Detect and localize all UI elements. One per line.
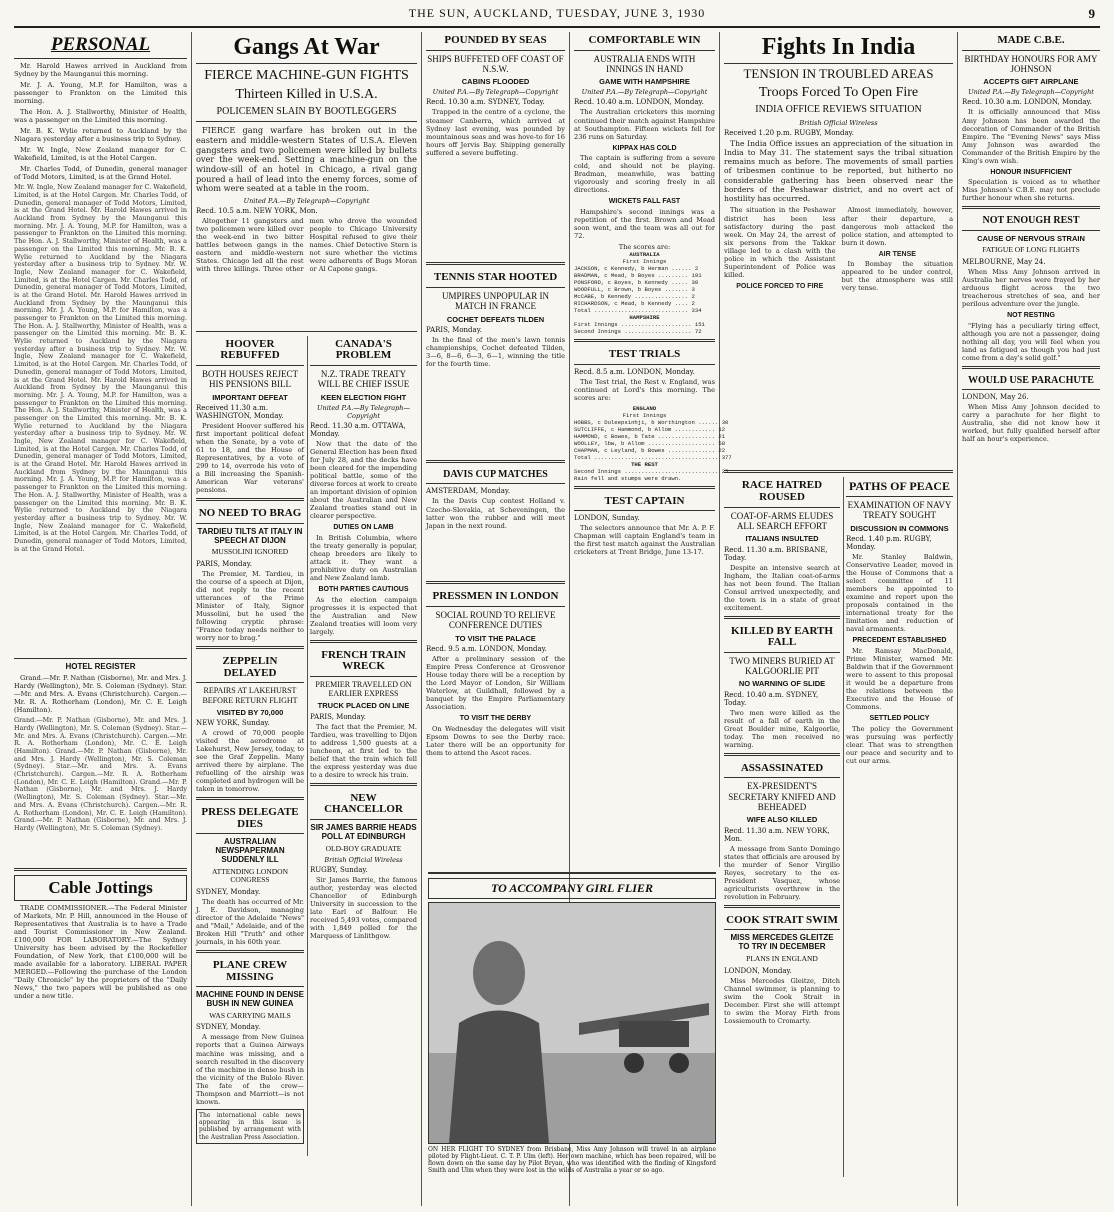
press-delegate-body-paragraph: The death has occurred of Mr. J. E. Davidson, managing director of the Adelaide "News" and "Mail," Adelaide, and of the Broken Hill "Truth" and other journals, in his 60th year. [196,897,304,947]
paths-peace-body3-paragraph: The policy the Government was pursuing was perfectly clear. That was to strengthen our peace and security and to cut our arms. [846,724,953,766]
fights-byline: British Official Wireless [799,118,878,127]
test-captain-body-paragraph: The selectors announce that Mr. A. P. F. Chapman will captain England's team in the first test match against the Australian cricketers at Trent Bridge, June 13-17. [574,524,715,557]
seas-body-paragraph: Trapped in the centre of a cyclone, the steamer Canberra, which arrived at Sydney last evening, was pounded by mountainous seas and was hove-to for 16 hours off Jervis Bay. Shipping generally suffered a severe buffeting. [426,108,565,157]
cook-strait-dateline: LONDON, Monday. [724,966,792,975]
score-line: SUTCLIFFE, c Hammond, b Allom ............ 12 [574,425,726,433]
canada-body [310,440,417,520]
score-line: First Innings ..................... 151 [574,321,705,329]
plane-crew-subheading: MACHINE FOUND IN DENSE BUSH IN NEW GUINEA [196,990,305,1009]
cook-strait-body-paragraph: Miss Mercedes Gleitze, Ditch Channel swimmer, is planning to swim the Cook Strait in December. First she will attempt to swim the Moray Firth from Lossiemouth to Cromarty. [724,976,840,1025]
fights-body [724,139,953,204]
canada-body2 [310,534,417,582]
hotel-register-paragraph: Grand.—Mr. P. Nathan (Gisborne), Mr. and Mrs. J. Hardy (Wellington), Mr. S. Coleman (Sydney). Star.—Mr. and Mrs. A. Evans (Christchurch). Cargen.—Mr. R. A. Rotherham (London), Mr. C. E. Leigh (Hamilton). [14,674,187,715]
race-hatred-body [724,564,840,612]
french-train-body-paragraph: The fact that the Premier, M. Tardieu, was travelling to Dijon to address 1,500 guests at a luncheon, at first led to the belief that the train which fell the express yesterday was due to a desire to wreck his train. [310,722,417,779]
cbe-body2-paragraph: Speculation is voiced as to whether Miss Johnson's C.B.E. may not preclude further honour when she returns. [962,178,1100,203]
paths-peace-sub: PRECEDENT ESTABLISHED [852,637,947,645]
paths-peace-body-paragraph: Mr. Stanley Baldwin, Conservative Leader, moved in the House of Commons that a select committee of 11 members be appointed to examine and report upon the proposals contained in the international treaty for the limitation and reduction of naval armaments. [846,553,953,634]
assassinated-body [724,845,840,901]
cable-jottings-heading: Cable Jottings [14,875,187,901]
personal-body [14,62,187,181]
comfortable-body3 [574,208,715,240]
race-hatred-heading: RACE HATRED ROUSED [724,477,840,507]
score-line: WOOLLEY, lbw, b Allom .................... 58 [574,439,726,447]
gangs-deck1: Thirteen Killed in U.S.A. [235,86,378,102]
chancellor-body-paragraph: Sir James Barrie, the famous author, yesterday was elected Chancellor of Edinburgh University in succession to the late Earl of Balfour. He received 5,493 votes, compared with 1,849 polled for the Marquess of Linlithgow. [310,876,417,941]
earth-fall-body [724,709,840,749]
comfortable-body2 [574,154,715,194]
seas-heading: POUNDED BY SEAS [426,32,565,51]
gangs-body-paragraph: Altogether 11 gangsters and two policemen were killed over the week-end in two bitter battles between gangs in the eastern and middle-western States. Chicago led all the rest with three killings. Three other men who drove the wounded people to Chicago University Hospital refused to give their names. Chief Detective Stern is not sure whether the victims were adherents of Bugs Moran or Al Capone gangs. [196,216,417,274]
pressmen-body2-paragraph: On Wednesday the delegates will visit Epsom Downs to see the Derby race. Later there will be an opportunity for them to attend the Ascot races. [426,724,565,757]
chancellor-dateline: RUGBY, Sunday. [310,866,368,875]
column-gangs [192,32,422,1206]
seas-subheading: SHIPS BUFFETED OFF COAST OF N.S.W. [427,53,564,74]
seas-byline: United P.A.—By Telegraph—Copyright [432,88,559,97]
tennis-deck: COCHET DEFEATS TILDEN [446,314,545,324]
no-need-body-paragraph: The Premier, M. Tardieu, in the course of a speech at Dijon, did not reply to the recent utterances of the Prime Minister of Italy, Signor Mussolini, but he used the following cryptic phrase: "France today needs neither to worry nor to brag." [196,569,304,643]
plane-crew-dateline: SYDNEY, Monday. [196,1023,261,1032]
zeppelin-subheading: REPAIRS AT LAKEHURST BEFORE RETURN FLIGHT [202,686,298,705]
race-hatred-dateline: Recd. 11.30 a.m. BRISBANE, Today. [724,545,828,562]
canada-subheading: N.Z. TRADE TREATY WILL BE CHIEF ISSUE [317,368,410,390]
personal-item: Mr. J. A. Young, M.P. for Hamilton, was a passenger to Frankton on the Limited this morning. [14,81,187,106]
chancellor-deck: OLD-BOY GRADUATE [325,843,402,853]
davis-dateline: AMSTERDAM, Monday. [426,487,511,496]
parachute-body-paragraph: When Miss Amy Johnson decided to carry a parachute for her flight to Australia, she did not know how it worked, but fully qualified herself after half an hour's experience. [962,403,1100,444]
gangs-heading: Gangs At War [196,32,417,64]
not-enough-body-paragraph: When Miss Amy Johnson arrived in Australia her nerves were frayed by her arduous flight across the two treacherous stretches of sea, and her perilous adventure over the jungle. [962,267,1100,308]
zeppelin-deck: VISITED BY 70,000 [216,707,284,717]
cable-jottings-paragraph: TRADE COMMISSIONER.—The Federal Minister of Markets, Mr. P. Hill, announced in the House of Representatives that Australia is to have a Trade and Tourist Commissioner in New Zealand. £100,000 FOR LABORATORY.—The Sydney University has been advised by the Rockefeller Foundation, of New York, that £100,000 will be made available for a laboratory. LIBERAL PAPER MERGED.—Following the purchase of the London "Daily Chronicle" by the proprietors of the "Daily News," the two papers will be published as one under a new title. [14,903,187,1001]
fights-body2-paragraph: Almost immediately, however, after their departure, a dangerous mob attacked the police station, and attempted to burn it down. [841,206,953,247]
fights-subheading: TENSION IN TROUBLED AREAS [743,66,934,82]
comfortable-dateline: Recd. 10.40 a.m. LONDON, Monday. [574,98,704,107]
gangs-deck2: POLICEMEN SLAIN BY BOOTLEGGERS [216,105,397,117]
gangs-body [196,217,417,327]
score-line: Rain fell and stumps were drawn. [574,474,682,482]
press-delegate-dateline: SYDNEY, Monday. [196,887,261,896]
test-trials-body-paragraph: The Test trial, the Rest v. England, was continued at Lord's this morning. The scores are: [574,377,715,402]
scores-heading: The scores are: [618,243,671,252]
page-number: 9 [1088,6,1096,21]
pressmen-dateline: Recd. 9.5 a.m. LONDON, Monday. [426,644,547,653]
airplane-wheel [669,1053,689,1073]
fights-body3-paragraph: In Bombay the situation appeared to be under control, but the atmosphere was still very tense. [841,260,953,293]
tennis-dateline: PARIS, Monday. [426,325,482,334]
chancellor-subheading: SIR JAMES BARRIE HEADS POLL AT EDINBURGH [310,822,417,841]
test-captain-body [574,524,715,556]
photo-illustration [429,903,715,1143]
paths-peace-body3 [846,725,953,765]
french-train-body [310,723,417,779]
canada-body3 [310,596,417,636]
cook-strait-deck: PLANS IN ENGLAND [746,954,818,964]
hoover-body [196,422,304,494]
davis-heading: DAVIS CUP MATCHES [426,467,565,485]
gangs-subheading: FIERCE MACHINE-GUN FIGHTS [204,68,409,84]
not-enough-dateline: MELBOURNE, May 24. [962,257,1046,266]
canada-dateline: Recd. 11.30 a.m. OTTAWA, Monday. [310,421,406,438]
paths-peace-body2-paragraph: Mr. Ramsay MacDonald, Prime Minister, warned Mr. Baldwin that if the Government were to assent to this proposal it would be a departure from the relations between the Executive and the House of Commons. [846,647,953,712]
plane-crew-body-paragraph: A message from New Guinea reports that a Guinea Airways machine was missing, and a search resulted in the discovery of the machine in dense bush in the vicinity of the Bulolo River. The fate of the crew—Thompson and Marriott—is not known. [196,1033,304,1106]
hoover-heading: HOOVER REBUFFED [196,336,304,366]
pressmen-heading: PRESSMEN IN LONDON [426,588,565,607]
zeppelin-heading: ZEPPELIN DELAYED [196,653,304,683]
cbe-byline: United P.A.—By Telegraph—Copyright [968,88,1094,97]
paths-peace-dateline: Recd. 1.40 p.m. RUGBY, Monday. [846,535,932,551]
girl-flier-heading: TO ACCOMPANY GIRL FLIER [428,878,716,899]
assassinated-deck: WIFE ALSO KILLED [746,815,818,825]
fights-heading: Fights In India [724,32,953,64]
girl-flier-photo [428,902,716,1144]
cbe-sub: HONOUR INSUFFICIENT [990,168,1072,176]
race-hatred-deck: ITALIANS INSULTED [745,534,819,544]
pressmen-body2 [426,725,565,757]
masthead-title: THE SUN, AUCKLAND, TUESDAY, JUNE 3, 1930 [408,6,706,20]
press-delegate-deck: ATTENDING LONDON CONGRESS [211,866,289,885]
portrait-head [473,941,525,1005]
cbe-subheading: BIRTHDAY HONOURS FOR AMY JOHNSON [964,53,1098,74]
comfortable-heading: COMFORTABLE WIN [574,32,715,51]
seas-dateline: Recd. 10.30 a.m. SYDNEY, Today. [426,98,545,107]
earth-fall-body-paragraph: Two men were killed as the result of a fall of earth in the Great Boulder mine, Kalgoorlie, today. The men received no warning. [724,708,840,749]
cbe-body [962,108,1100,164]
score-line: WOODFULL, c Brown, b Boyes ....... 3 [574,286,695,294]
score-line: PONSFORD, c Boyes, b Kennedy ..... 30 [574,279,699,287]
zeppelin-body [196,729,304,793]
fights-sub2: AIR TENSE [878,250,916,258]
personal-item: Mr. B. K. Wylie returned to Auckland by the Niagara yesterday after a business trip to Sydney. [14,127,187,144]
comfortable-subheading: AUSTRALIA ENDS WITH INNINGS IN HAND [593,53,696,74]
comfortable-byline: United P.A.—By Telegraph—Copyright [581,88,708,97]
gangs-lead-paragraph: FIERCE gang warfare has broken out in the eastern and middle-western States of U.S.A. Eleven gangsters and two policemen were killed by bullets over the week-end. Setting a machine-gun on the window-sill of an hotel in Chicago, a rival gang poured a hail of lead into the enemy forces, some of whom were seated at a table in the room. [196,125,417,194]
score-line: Total ..................................... 377 [574,453,732,461]
assassinated-body-paragraph: A message from Santo Domingo states that officials are aroused by the murder of Senor Virgilio Reyes, secretary to the ex-President Vasquez, whose agriculturists overthrew in the revolution in February. [724,844,840,901]
canada-body3-paragraph: As the election campaign progresses it is expected that the Australian and New Zealand treaties will loom very largely. [310,595,417,636]
not-enough-body2-paragraph: "Flying has a peculiarly tiring effect, although you are not a passenger, doing nothing all day, you will feel when you land as fatigued as though you had just come from a day's solid golf." [962,321,1100,362]
hotel-register-text: Grand.—Mr. P. Nathan (Gisborne), Mr. and Mrs. J. Hardy (Wellington), Mr. S. Coleman (Sydney). Star.—Mr. and Mrs. A. Evans (Christchurch). Cargen.—Mr. R. A. Rotherham (London), Mr. C. E. Leigh (Hamilton). Grand.—Mr. P. Nathan (Gisborne), Mr. and Mrs. J. Hardy (Wellington), Mr. S. Coleman (Sydney). Star.—Mr. and Mrs. A. Evans (Christchurch). Cargen.—Mr. R. A. Rotherham (London), Mr. C. E. Leigh (Hamilton). Grand.—Mr. P. Nathan (Gisborne), Mr. and Mrs. J. Hardy (Wellington), Mr. S. Coleman (Sydney). Star.—Mr. and Mrs. A. Evans (Christchurch). Cargen.—Mr. R. A. Rotherham (London), Mr. C. E. Leigh (Hamilton). Grand.—Mr. P. Nathan (Gisborne), Mr. and Mrs. J. Hardy (Wellington), Mr. S. Coleman (Sydney). Star.—Mr. and Mrs. A. Evans (Christchurch). Cargen.—Mr. R. A. Rotherham (London), Mr. C. E. Leigh (Hamilton). Grand.—Mr. P. Nathan (Gisborne), Mr. and Mrs. J. Hardy (Wellington), Mr. S. Coleman (Sydney). [14,674,187,832]
score-line: AUSTRALIA [629,251,660,259]
no-need-dateline: PARIS, Monday. [196,559,252,568]
comfortable-deck: GAME WITH HAMPSHIRE [599,77,690,87]
gangs-dateline: Recd. 10.5 a.m. NEW YORK, Mon. [196,206,318,215]
fights-sub: POLICE FORCED TO FIRE [736,282,824,290]
race-hatred-subheading: COAT-OF-ARMS ELUDES ALL SEARCH EFFORT [730,510,834,531]
test-trials-dateline: Recd. 8.5 a.m. LONDON, Monday. [574,367,695,376]
score-line: Second Innings .................... 72 [574,328,702,336]
canada-sub: DUTIES ON LAMB [333,524,394,532]
seas-body [426,108,565,258]
personal-heading: PERSONAL [14,32,187,59]
score-line: RICHARDSON, c Mead, b Kennedy .... 2 [574,300,695,308]
score-line: CHAPMAN, c Leyland, b Bowes .............. 22 [574,446,726,454]
fights-body-paragraph: The India Office issues an appreciation of the situation in India to May 31. The statement says the tribal situation remains much as before. The movements of small parties of tribesmen continue to be reported, but hitherto no considerable gathering has been observed near the borders of the Peshawar district, and no overt act of hostility has occurred. [724,138,953,204]
cbe-dateline: Recd. 10.30 a.m. LONDON, Monday. [962,98,1092,107]
fights-deck2: INDIA OFFICE REVIEWS SITUATION [755,104,922,116]
race-hatred-body-paragraph: Despite an intensive search at Ingham, the Italian coat-of-arms has not been found. The Italian Consul arrived unexpectedly, and the town is in a state of great excitement. [724,563,840,612]
parachute-body [962,403,1100,443]
french-train-deck: TRUCK PLACED ON LINE [317,701,410,711]
cbe-body-paragraph: It is officially announced that Miss Amy Johnson has been awarded the decoration of Commander of the British Empire. The "Evening News" says Miss Amy Johnson was awarded the Commander of the British Empire by the King's own wish. [962,108,1100,165]
fights-deck1: Troops Forced To Open Fire [758,85,919,101]
zeppelin-body-paragraph: A crowd of 70,000 people visited the aerodrome at Lakehurst, New Jersey, today, to see the Graf Zeppelin. Many arrived there by airplane. The refuelling of the airship was completed and hydrogen will be taken in tomorrow. [196,728,304,794]
hoover-body-paragraph: President Hoover suffered his first important political defeat when the Senate, by a vote of 61 to 18, and the House of Representatives, by a vote of 299 to 14, overrode his veto of a Bill increasing the Spanish-American War veterans' pensions. [196,421,304,495]
masthead [14,6,1100,28]
not-enough-sub: NOT RESTING [1007,312,1055,320]
score-line: HAMMOND, c Bowes, b Tate ................. 21 [574,432,726,440]
assassinated-subheading: EX-PRESIDENT'S SECRETARY KNIFED AND BEHEADED [728,781,836,813]
fights-body-b-paragraph: The situation in the Peshawar district has been less satisfactory during the past week. On May 24, the arrest of six persons from the Takkar village led to a clash with the police in which the Assistant Superintendent of Police was killed. [724,206,836,279]
cbe-deck: ACCEPTS GIFT AIRPLANE [983,77,1079,87]
press-delegate-heading: PRESS DELEGATE DIES [196,804,304,834]
paths-peace-body [846,553,953,633]
hoover-dateline: Received 11.30 a.m. WASHINGTON, Monday. [196,403,284,420]
cook-strait-body [724,977,840,1025]
paths-peace-subheading: EXAMINATION OF NAVY TREATY SOUGHT [847,500,952,521]
zeppelin-dateline: NEW YORK, Sunday. [196,718,270,727]
no-need-heading: NO NEED TO BRAG [196,505,304,524]
press-delegate-body [196,898,304,946]
column-india [720,32,958,1206]
french-train-subheading: PREMIER TRAVELLED ON EARLIER EXPRESS [315,680,412,699]
score-line: THE REST [631,460,658,468]
not-enough-subheading: CAUSE OF NERVOUS STRAIN [977,233,1085,243]
gangs-byline: United P.A.—By Telegraph—Copyright [243,196,370,205]
assassinated-heading: ASSASSINATED [724,760,840,779]
no-need-body [196,570,304,642]
pressmen-body [426,655,565,711]
australia-scores [574,251,715,335]
assassinated-dateline: Recd. 11.30 a.m. NEW YORK, Mon. [724,826,830,843]
comfortable-body-paragraph: The Australian cricketers this morning continued their match against Hampshire at Southampton. Fifteen wickets fell for 236 runs on Saturday. [574,108,715,141]
test-captain-dateline: LONDON, Sunday. [574,514,640,523]
column-cricket [570,32,732,867]
pressmen-deck: TO VISIT THE PALACE [455,633,536,643]
paths-peace-body2 [846,647,953,711]
parachute-dateline: LONDON, May 26. [962,393,1029,402]
fights-columns [724,206,953,466]
not-enough-body2 [962,322,1100,362]
paths-peace-sub2: SETTLED POLICY [869,715,930,723]
not-enough-heading: NOT ENOUGH REST [962,213,1100,231]
tennis-body-paragraph: In the final of the men's lawn tennis championships, Cochet defeated Tilden, 3—6, 8—6, 6—3, 6—1, winning the title for the fourth time. [426,335,565,369]
canada-body-paragraph: Now that the date of the General Election has been fixed for July 28, and the decks have been cleared for the impending political battle, some of the diverse forces at work to create an important division of opinion about the Australian and New Zealand treaties stand out in clearer perspective. [310,439,417,521]
davis-body-paragraph: In the Davis Cup contest Holland v. Czecho-Slovakia, at Scheveningen, the latter won the rubber and will meet Japan in the next round. [426,497,565,530]
test-trials-scores [574,404,732,482]
plane-crew-body [196,1033,304,1105]
score-line: JACKSON, c Kennedy, b Herman ...... 2 [574,265,699,273]
tennis-heading: TENNIS STAR HOOTED [426,269,565,288]
earth-fall-dateline: Recd. 10.40 a.m. SYDNEY, Today. [724,690,819,707]
no-need-deck: MUSSOLINI IGNORED [211,547,289,557]
score-line: First Innings [622,258,667,266]
comfortable-body2-paragraph: The captain is suffering from a severe cold, and should not be playing. Bradman, meanwhile, was batting vigorously and scoring freely in all directions. [574,154,715,195]
french-train-dateline: PARIS, Monday. [310,712,366,721]
score-line: ENGLAND [632,404,657,412]
hotel-register-heading: HOTEL REGISTER [65,662,136,672]
paths-peace-heading: PATHS OF PEACE [846,477,953,497]
not-enough-body [962,268,1100,308]
score-line: HOBBS, c Duleepsinhji, b Worthington ...... 30 [574,418,729,426]
davis-body [426,497,565,577]
paths-peace-deck: DISCUSSION IN COMMONS [850,523,949,533]
canada-heading: CANADA'S PROBLEM [310,336,417,366]
plane-crew-deck: WAS CARRYING MAILS [209,1010,291,1020]
score-line: Second Innings ............................ 25 [574,467,729,475]
column-cbe [958,32,1104,1206]
earth-fall-heading: KILLED BY EARTH FALL [724,623,840,653]
personal-continued: Mr. W. Ingle, New Zealand manager for C. Wakefield, Limited, is at the Hotel Cargen. Mr. Charles Todd, of Dunedin, general manager of Todd Motors, Limited, is at the Grand Hotel. Mr. Harold Hawes arrived in Auckland from Sydney by the Maunganui this morning. Mr. J. A. Young, M.P. for Hamilton, was a passenger to Frankton on the Limited this morning. The Hon. A. J. Stallworthy, Minister of Health, was a passenger on the Limited this morning. Mr. B. K. Wylie returned to Auckland by the Niagara yesterday after a business trip to Sydney. Mr. W. Ingle, New Zealand manager for C. Wakefield, Limited, is at the Hotel Cargen. Mr. Charles Todd, of Dunedin, general manager of Todd Motors, Limited, is at the Grand Hotel. Mr. Harold Hawes arrived in Auckland from Sydney by the Maunganui this morning. Mr. J. A. Young, M.P. for Hamilton, was a passenger to Frankton on the Limited this morning. The Hon. A. J. Stallworthy, Minister of Health, was a passenger on the Limited this morning. Mr. B. K. Wylie returned to Auckland by the Niagara yesterday after a business trip to Sydney. Mr. W. Ingle, New Zealand manager for C. Wakefield, Limited, is at the Hotel Cargen. Mr. Charles Todd, of Dunedin, general manager of Todd Motors, Limited, is at the Grand Hotel. Mr. Harold Hawes arrived in Auckland from Sydney by the Maunganui this morning. Mr. J. A. Young, M.P. for Hamilton, was a passenger to Frankton on the Limited this morning. The Hon. A. J. Stallworthy, Minister of Health, was a passenger on the Limited this morning. Mr. B. K. Wylie returned to Auckland by the Niagara yesterday after a business trip to Sydney. Mr. W. Ingle, New Zealand manager for C. Wakefield, Limited, is at the Hotel Cargen. Mr. Charles Todd, of Dunedin, general manager of Todd Motors, Limited, is at the Grand Hotel. Mr. Harold Hawes arrived in Auckland from Sydney by the Maunganui this morning. Mr. J. A. Young, M.P. for Hamilton, was a passenger to Frankton on the Limited this morning. The Hon. A. J. Stallworthy, Minister of Health, was a passenger on the Limited this morning. Mr. B. K. Wylie returned to Auckland by the Niagara yesterday after a business trip to Sydney. Mr. W. Ingle, New Zealand manager for C. Wakefield, Limited, is at the Hotel Cargen. Mr. Charles Todd, of Dunedin, general manager of Todd Motors, Limited, is at the Grand Hotel. [14,183,187,553]
tennis-body [426,336,565,456]
gangs-lead [196,126,417,194]
chancellor-byline: British Official Wireless [324,856,403,865]
parachute-heading: WOULD USE PARACHUTE [962,373,1100,391]
cable-jottings-text [14,904,187,1000]
cbe-body2 [962,178,1100,202]
seas-deck: CABINS FLOODED [461,77,530,87]
test-captain-heading: TEST CAPTAIN [574,493,715,512]
french-train-heading: FRENCH TRAIN WRECK [310,647,417,677]
comfortable-sub: KIPPAX HAS COLD [612,144,677,152]
score-line: Total ............................ 334 [574,307,702,315]
plane-crew-note: The international cable news appearing in this issue is published by arrangement with the Australian Press Association. [196,1109,304,1144]
score-line: First Innings [622,411,667,419]
cbe-heading: MADE C.B.E. [962,32,1100,51]
girl-flier-caption: ON HER FLIGHT TO SYDNEY from Brisbane, Miss Amy Johnson will travel in an airplane piloted by Flight-Lieut. C. T. P. Ulm (left). Her own machine, which has been repaired, will be flown down on the same day by Pilot Bryan, who was identified with the finding of Kingsford Smith and Ulm when they were lost in the wilds of Australia a year or so ago. [428,1145,716,1175]
comfortable-body [574,108,715,140]
cook-strait-heading: COOK STRAIT SWIM [724,912,840,931]
canada-byline: United P.A.—By Telegraph—Copyright [317,403,410,420]
girl-flier-feature [428,872,716,1208]
canada-sub2: BOTH PARTIES CAUTIOUS [318,586,409,594]
airplane-fuselage [619,1021,689,1047]
personal-item: The Hon. A. J. Stallworthy, Minister of Health, was a passenger on the Limited this morning. [14,108,187,125]
comfortable-sub2: WICKETS FALL FAST [608,198,681,206]
score-line: McCABE, b Kennedy ................ 2 [574,293,695,301]
test-trials-heading: TEST TRIALS [574,346,715,365]
not-enough-deck: FATIGUE OF LONG FLIGHTS [982,245,1080,255]
cook-strait-subheading: MISS MERCEDES GLEITZE TO TRY IN DECEMBER [730,933,834,952]
column-personal [10,32,192,1206]
press-delegate-subheading: AUSTRALIAN NEWSPAPERMAN SUDDENLY ILL [215,837,285,864]
fights-dateline: Received 1.20 p.m. RUGBY, Monday. [724,128,854,137]
earth-fall-subheading: TWO MINERS BURIED AT KALGOORLIE PIT [729,655,835,677]
hoover-subheading: BOTH HOUSES REJECT HIS PENSIONS BILL [201,368,298,390]
score-line: HAMPSHIRE [629,314,660,322]
comfortable-body3-paragraph: Hampshire's second innings was a repetition of the first. Brown and Mead soon went, and the team was all out for 72. [574,208,715,241]
pressmen-subheading: SOCIAL ROUND TO RELIEVE CONFERENCE DUTIES [435,610,556,631]
tennis-subheading: UMPIRES UNPOPULAR IN MATCH IN FRANCE [441,291,549,312]
personal-item: Mr. Charles Todd, of Dunedin, general manager of Todd Motors, Limited, is at the Grand Hotel. [14,165,187,182]
pressmen-body-paragraph: After a preliminary session of the Empire Press Conference at Grosvenor House today there will be a reception by the Lord Mayor of London, Sir William Waterlow, at Guildhall, followed by a banquet by the Empire Parliamentary Association. [426,654,565,712]
earth-fall-deck: NO WARNING OF SLIDE [738,679,826,689]
no-need-subheading: TARDIEU TILTS AT ITALY IN SPEECH AT DIJON [197,526,303,545]
canada-deck: KEEN ELECTION FIGHT [320,392,407,402]
chancellor-heading: NEW CHANCELLOR [310,790,417,820]
personal-item: Mr. W. Ingle, New Zealand manager for C. Wakefield, Limited, is at the Hotel Cargen. [14,146,187,163]
pressmen-sub: TO VISIT THE DERBY [459,715,532,723]
portrait-body [449,1010,549,1143]
personal-item: Mr. Harold Hawes arrived in Auckland from Sydney by the Maunganui this morning. [14,61,187,78]
airplane-wheel [624,1053,644,1073]
test-trials-body [574,378,715,402]
plane-crew-heading: PLANE CREW MISSING [196,957,304,987]
chancellor-body [310,876,417,940]
canada-body2-paragraph: In British Columbia, where the treaty generally is popular, cheap breeders are likely to attack it. They want a prohibitive duty on Australian and New Zealand lamb. [310,533,417,583]
score-line: BRADMAN, c Mead, b Boyes ......... 191 [574,272,702,280]
hoover-deck: IMPORTANT DEFEAT [212,392,288,402]
